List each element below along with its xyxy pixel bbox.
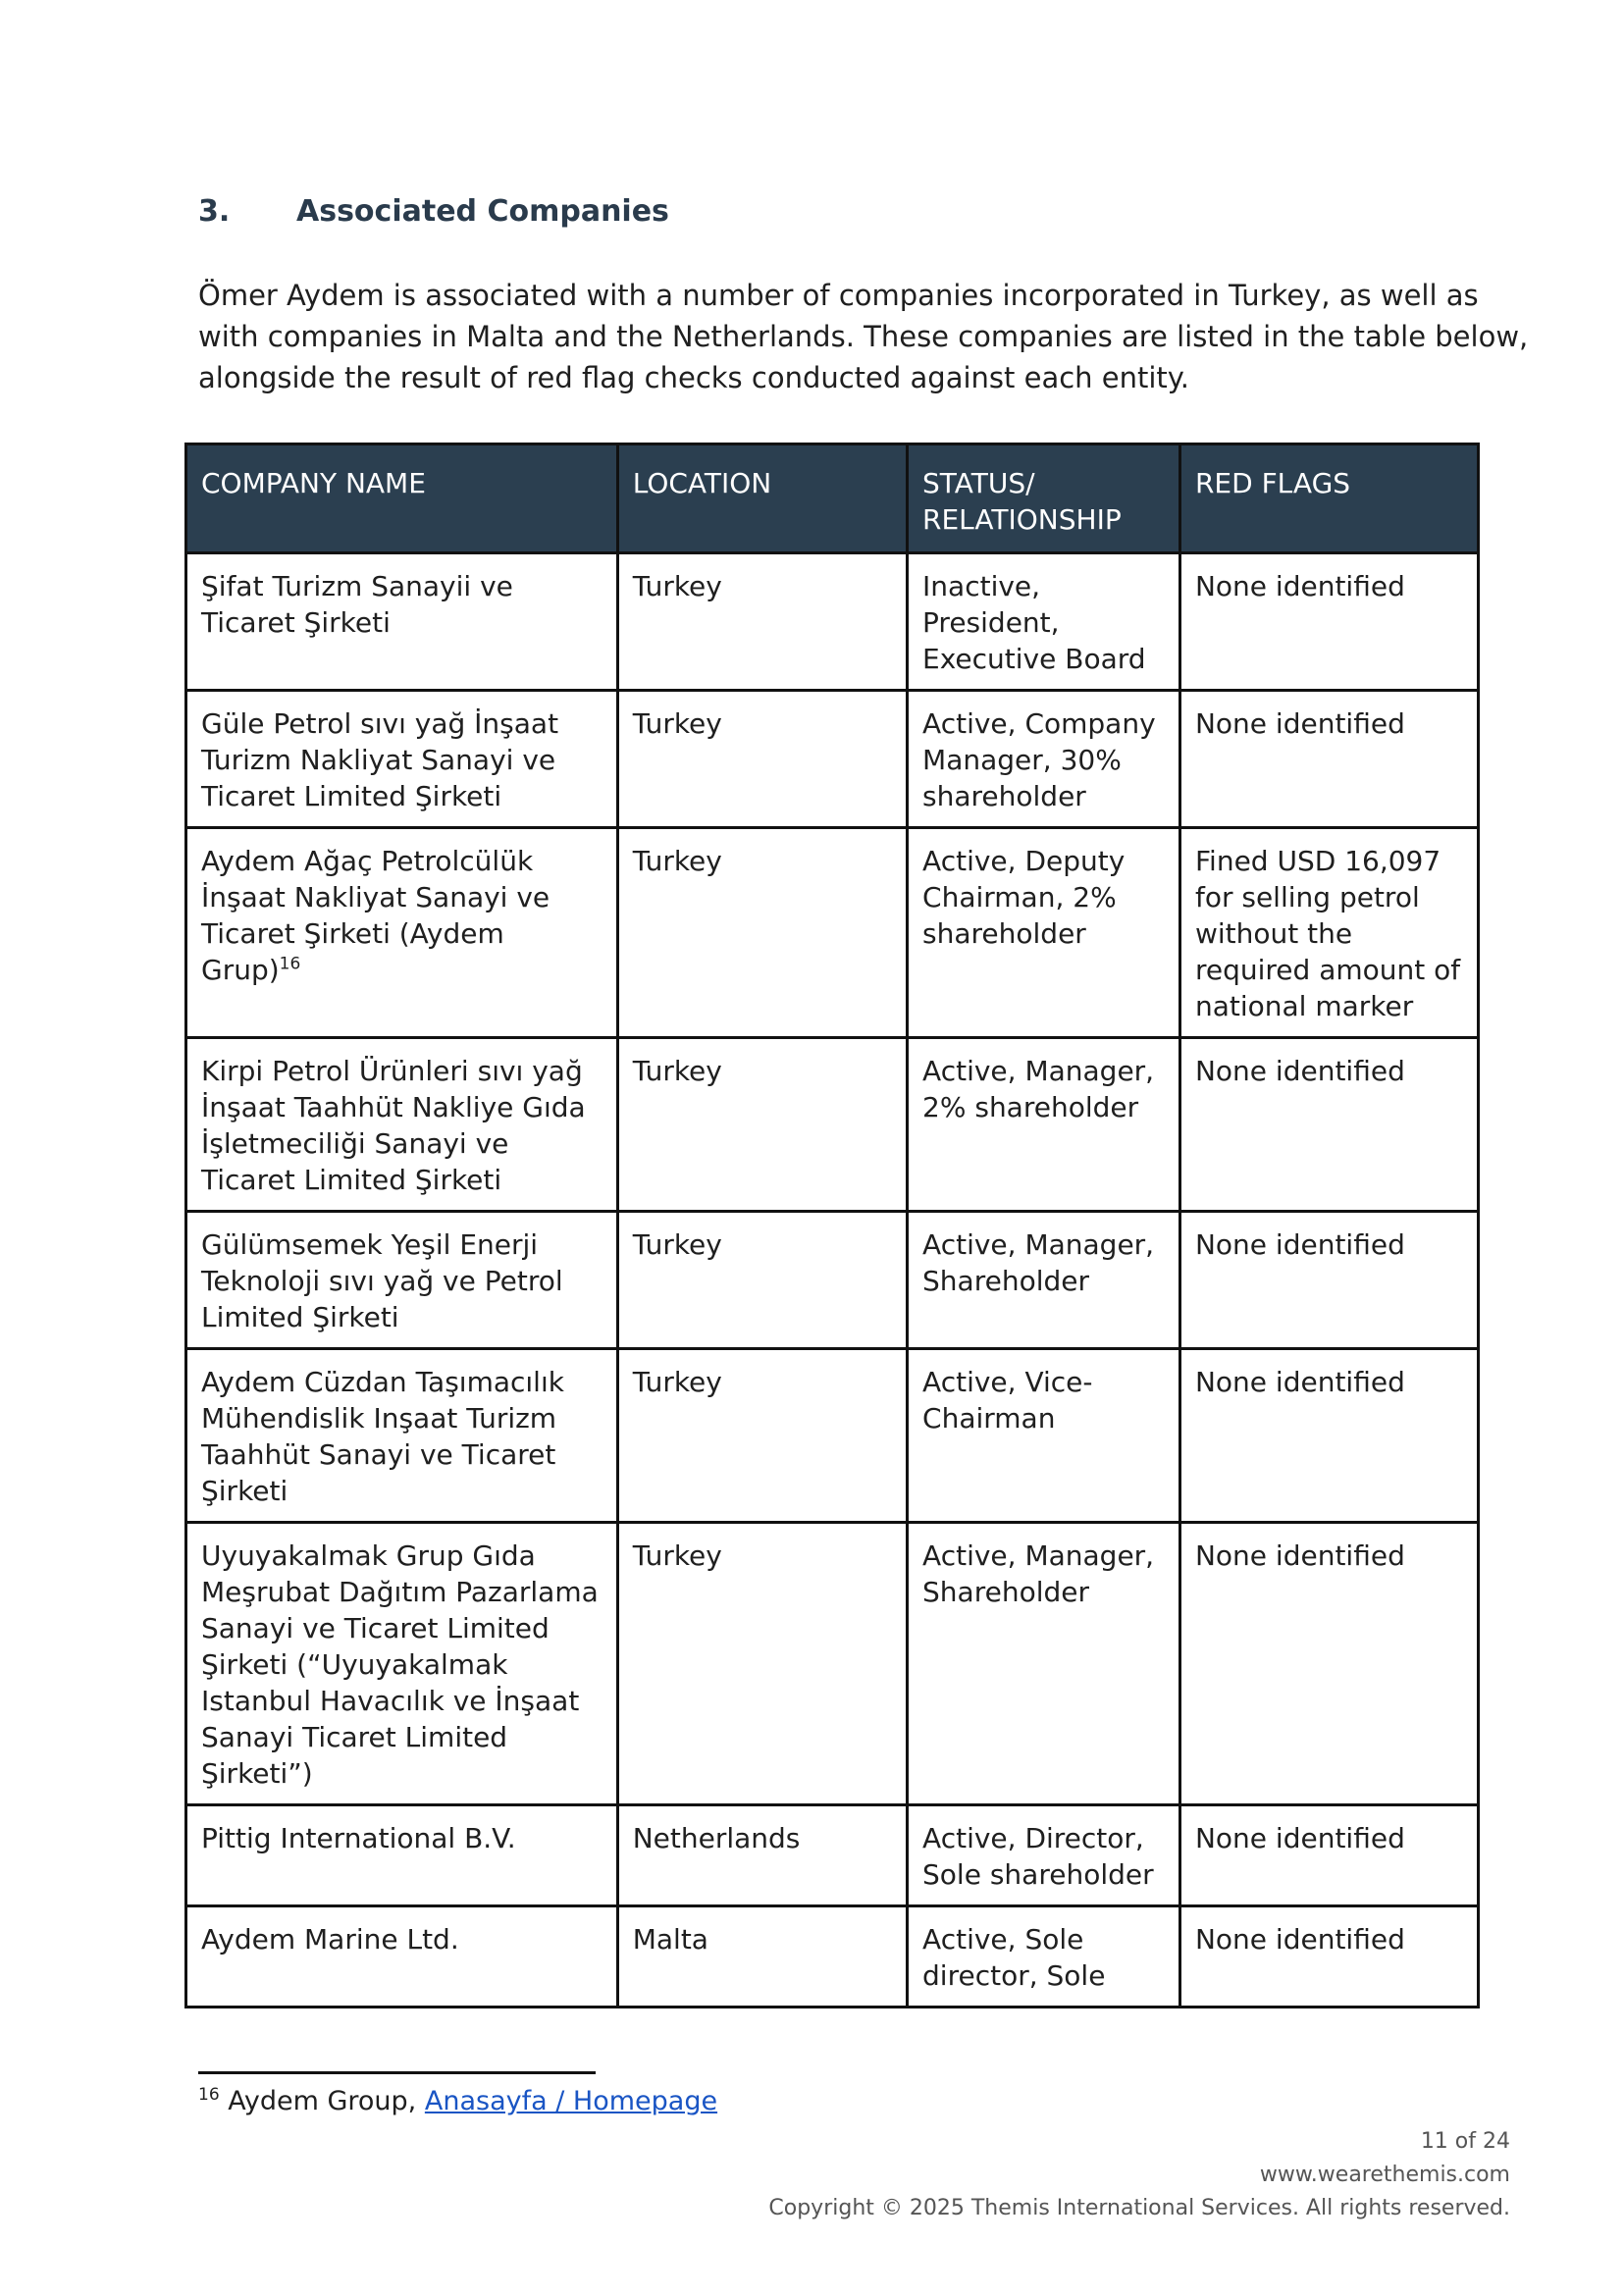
header-location: LOCATION	[617, 444, 907, 553]
table-row	[186, 1805, 1479, 1906]
red-flags-cell: None identified	[1179, 1212, 1478, 1349]
status-cell: Active, Sole director, Sole	[908, 1906, 1180, 2008]
company-name-cell: Aydem Cüzdan Taşımacılık Mühendislik Inşaat Turizm Taahhüt Sanayi ve Ticaret Şirketi	[186, 1349, 618, 1523]
status-cell: Active, Director, Sole shareholder	[908, 1805, 1180, 1906]
table-row	[186, 828, 1479, 1038]
section-number: 3.	[198, 194, 231, 229]
page-number: 11 of 24	[1420, 2129, 1510, 2154]
red-flags-cell: None identified	[1179, 1805, 1478, 1906]
status-cell: Active, Deputy Chairman, 2% shareholder	[908, 828, 1180, 1038]
intro-paragraph	[198, 275, 1529, 398]
footnote	[198, 2086, 717, 2116]
table-row	[186, 553, 1479, 691]
table-row	[186, 1349, 1479, 1523]
company-name-cell: Güle Petrol sıvı yağ İnşaat Turizm Nakliyat Sanayi ve Ticaret Limited Şirketi	[186, 691, 618, 828]
table-row	[186, 1523, 1479, 1805]
intro-line: alongside the result of red flag checks conducted against each entity.	[198, 361, 1190, 394]
table-row	[186, 691, 1479, 828]
company-name-cell: Kirpi Petrol Ürünleri sıvı yağ İnşaat Taahhüt Nakliye Gıda İşletmeciliği Sanayi ve Ticaret Limited Şirketi	[186, 1038, 618, 1212]
red-flags-cell: Fined USD 16,097 for selling petrol without the required amount of national marker	[1179, 828, 1478, 1038]
intro-line: Ömer Aydem is associated with a number of companies incorporated in Turkey, as well as	[198, 279, 1479, 312]
copyright-text: Copyright © 2025 Themis International Services. All rights reserved.	[768, 2196, 1510, 2220]
red-flags-cell: None identified	[1179, 1349, 1478, 1523]
table-row	[186, 1212, 1479, 1349]
company-name-text: Aydem Ağaç Petrolcülük İnşaat Nakliyat Sanayi ve Ticaret Şirketi (Aydem Grup)	[201, 845, 550, 986]
footnote-number: 16	[198, 2085, 220, 2105]
header-red-flags: RED FLAGS	[1179, 444, 1478, 553]
status-cell: Active, Manager, Shareholder	[908, 1523, 1180, 1805]
company-name-cell: Şifat Turizm Sanayii ve Ticaret Şirketi	[186, 553, 618, 691]
location-cell: Turkey	[617, 1523, 907, 1805]
footnote-divider	[198, 2071, 596, 2074]
header-company-name: COMPANY NAME	[186, 444, 618, 553]
location-cell: Turkey	[617, 1038, 907, 1212]
company-name-cell: Pittig International B.V.	[186, 1805, 618, 1906]
company-name-cell	[186, 828, 618, 1038]
website-text: www.wearethemis.com	[1259, 2163, 1510, 2187]
location-cell: Turkey	[617, 1212, 907, 1349]
location-cell: Turkey	[617, 691, 907, 828]
footnote-ref[interactable]: 16	[279, 954, 301, 974]
location-cell: Turkey	[617, 828, 907, 1038]
red-flags-cell: None identified	[1179, 1038, 1478, 1212]
footnote-text: Aydem Group,	[228, 2086, 417, 2116]
footnote-homepage-link[interactable]: Anasayfa / Homepage	[424, 2086, 718, 2116]
table-header-row	[186, 444, 1479, 553]
location-cell: Turkey	[617, 1349, 907, 1523]
location-cell: Turkey	[617, 553, 907, 691]
section-title: Associated Companies	[296, 194, 669, 229]
company-name-cell: Gülümsemek Yeşil Enerji Teknoloji sıvı yağ ve Petrol Limited Şirketi	[186, 1212, 618, 1349]
red-flags-cell: None identified	[1179, 553, 1478, 691]
status-cell: Active, Manager, Shareholder	[908, 1212, 1180, 1349]
company-name-cell: Aydem Marine Ltd.	[186, 1906, 618, 2008]
associated-companies-table	[184, 443, 1480, 2008]
status-cell: Active, Company Manager, 30% shareholder	[908, 691, 1180, 828]
intro-line: with companies in Malta and the Netherlands. These companies are listed in the table below,	[198, 320, 1529, 353]
page-footer	[768, 2125, 1510, 2225]
header-status: STATUS/ RELATIONSHIP	[908, 444, 1180, 553]
company-name-cell: Uyuyakalmak Grup Gıda Meşrubat Dağıtım Pazarlama Sanayi ve Ticaret Limited Şirketi (“Uyuyakalmak Istanbul Havacılık ve İnşaat Sanayi Ticaret Limited Şirketi”)	[186, 1523, 618, 1805]
status-cell: Inactive, President, Executive Board	[908, 553, 1180, 691]
red-flags-cell: None identified	[1179, 691, 1478, 828]
location-cell: Malta	[617, 1906, 907, 2008]
red-flags-cell: None identified	[1179, 1906, 1478, 2008]
status-cell: Active, Manager, 2% shareholder	[908, 1038, 1180, 1212]
location-cell: Netherlands	[617, 1805, 907, 1906]
table-row	[186, 1038, 1479, 1212]
red-flags-cell: None identified	[1179, 1523, 1478, 1805]
table-row	[186, 1906, 1479, 2008]
status-cell: Active, Vice-Chairman	[908, 1349, 1180, 1523]
